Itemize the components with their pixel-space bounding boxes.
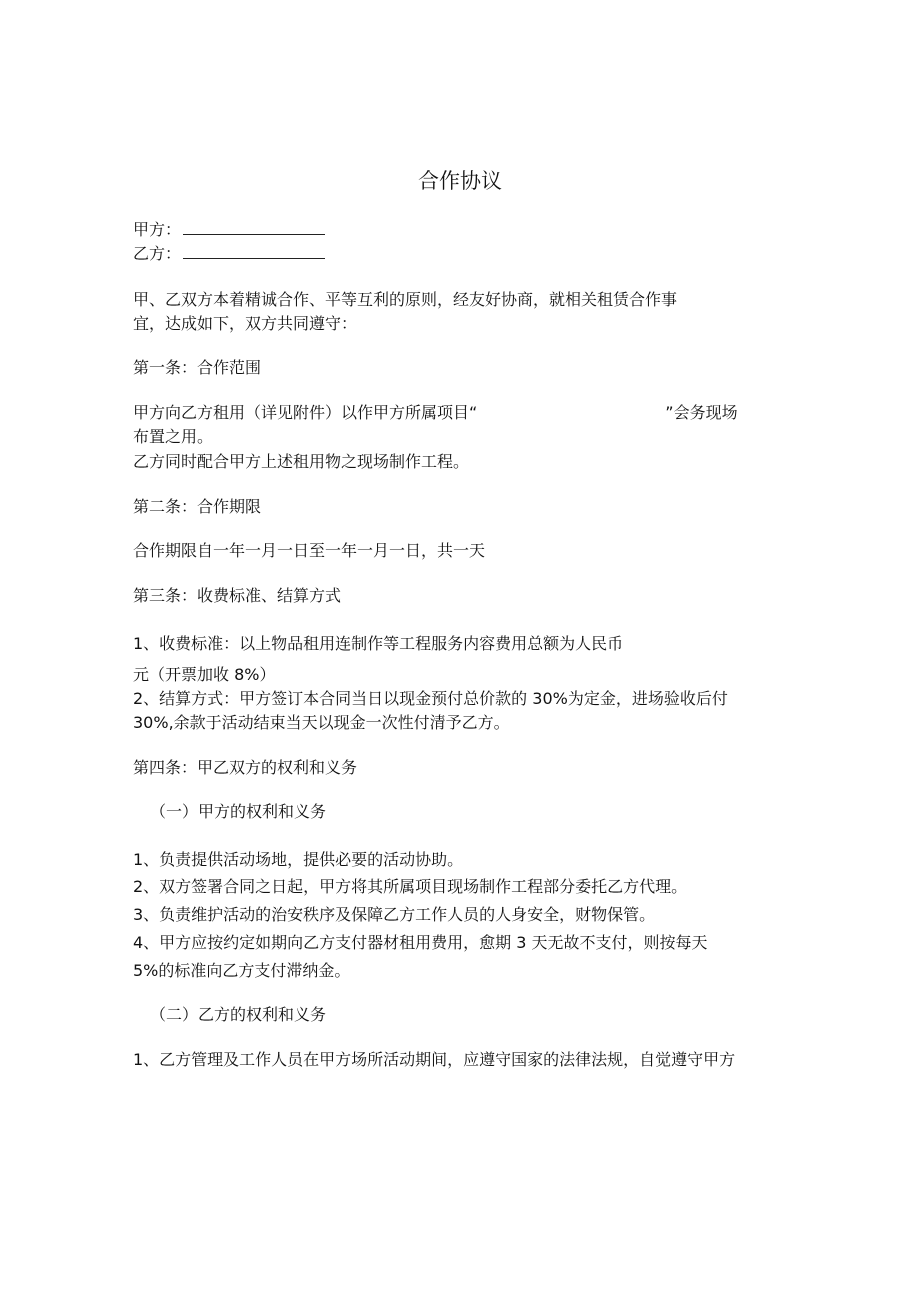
article-1-heading: 第一条：合作范围: [133, 358, 262, 377]
article-1-line-1-pre: 甲方向乙方租用（详见附件）以作甲方所属项目“: [133, 403, 478, 422]
article-4-heading: 第四条：甲乙双方的权利和义务: [133, 758, 358, 777]
party-a-label: 甲方：: [133, 220, 182, 239]
intro-line-2: 宜，达成如下，双方共同遵守：: [133, 314, 358, 333]
article-4-a-item-3: 3、负责维护活动的治安秩序及保障乙方工作人员的人身安全，财物保管。: [133, 905, 656, 924]
article-4-a-item-4-line-2: 5%的标准向乙方支付滞纳金。: [133, 961, 351, 980]
article-4-a-item-1: 1、负责提供活动场地，提供必要的活动协助。: [133, 850, 464, 869]
party-a-blank[interactable]: [183, 220, 325, 235]
article-2-line-1: 合作期限自一年一月一日至一年一月一日，共一天: [133, 541, 486, 560]
article-2-heading: 第二条：合作期限: [133, 497, 262, 516]
page-title: 合作协议: [418, 169, 502, 193]
intro-line-1: 甲、乙双方本着精诚合作、平等互利的原则，经友好协商，就相关租赁合作事: [133, 290, 678, 309]
party-b-label: 乙方：: [133, 244, 182, 263]
article-1-line-2: 布置之用。: [133, 427, 214, 446]
article-4-a-item-4-line-1: 4、甲方应按约定如期向乙方支付器材租用费用，愈期 3 天无故不支付，则按每天: [133, 933, 708, 952]
article-1-line-1: [133, 403, 738, 423]
party-b-blank[interactable]: [183, 244, 325, 259]
article-4-a-item-2: 2、双方签署合同之日起，甲方将其所属项目现场制作工程部分委托乙方代理。: [133, 877, 688, 896]
party-a-line: [133, 220, 325, 240]
article-1-line-3: 乙方同时配合甲方上述租用物之现场制作工程。: [133, 452, 470, 471]
article-3-heading: 第三条：收费标准、结算方式: [133, 586, 342, 605]
article-1-line-1-post: ”会务现场: [665, 403, 738, 422]
article-3-item-2-line-2: 30%,余款于活动结束当天以现金一次性付清予乙方。: [133, 713, 510, 732]
article-4-sub-1-heading: （一）甲方的权利和义务: [150, 802, 327, 821]
article-4-b-item-1: 1、乙方管理及工作人员在甲方场所活动期间，应遵守国家的法律法规，自觉遵守甲方: [133, 1050, 736, 1069]
article-3-item-2-line-1: 2、结算方式：甲方签订本合同当日以现金预付总价款的 30%为定金，进场验收后付: [133, 689, 728, 708]
article-4-sub-2-heading: （二）乙方的权利和义务: [150, 1005, 327, 1024]
party-b-line: [133, 244, 325, 264]
article-3-item-1-line-2: 元（开票加收 8%）: [133, 665, 276, 684]
article-3-item-1-line-1: 1、收费标准：以上物品租用连制作等工程服务内容费用总额为人民币: [133, 634, 624, 653]
